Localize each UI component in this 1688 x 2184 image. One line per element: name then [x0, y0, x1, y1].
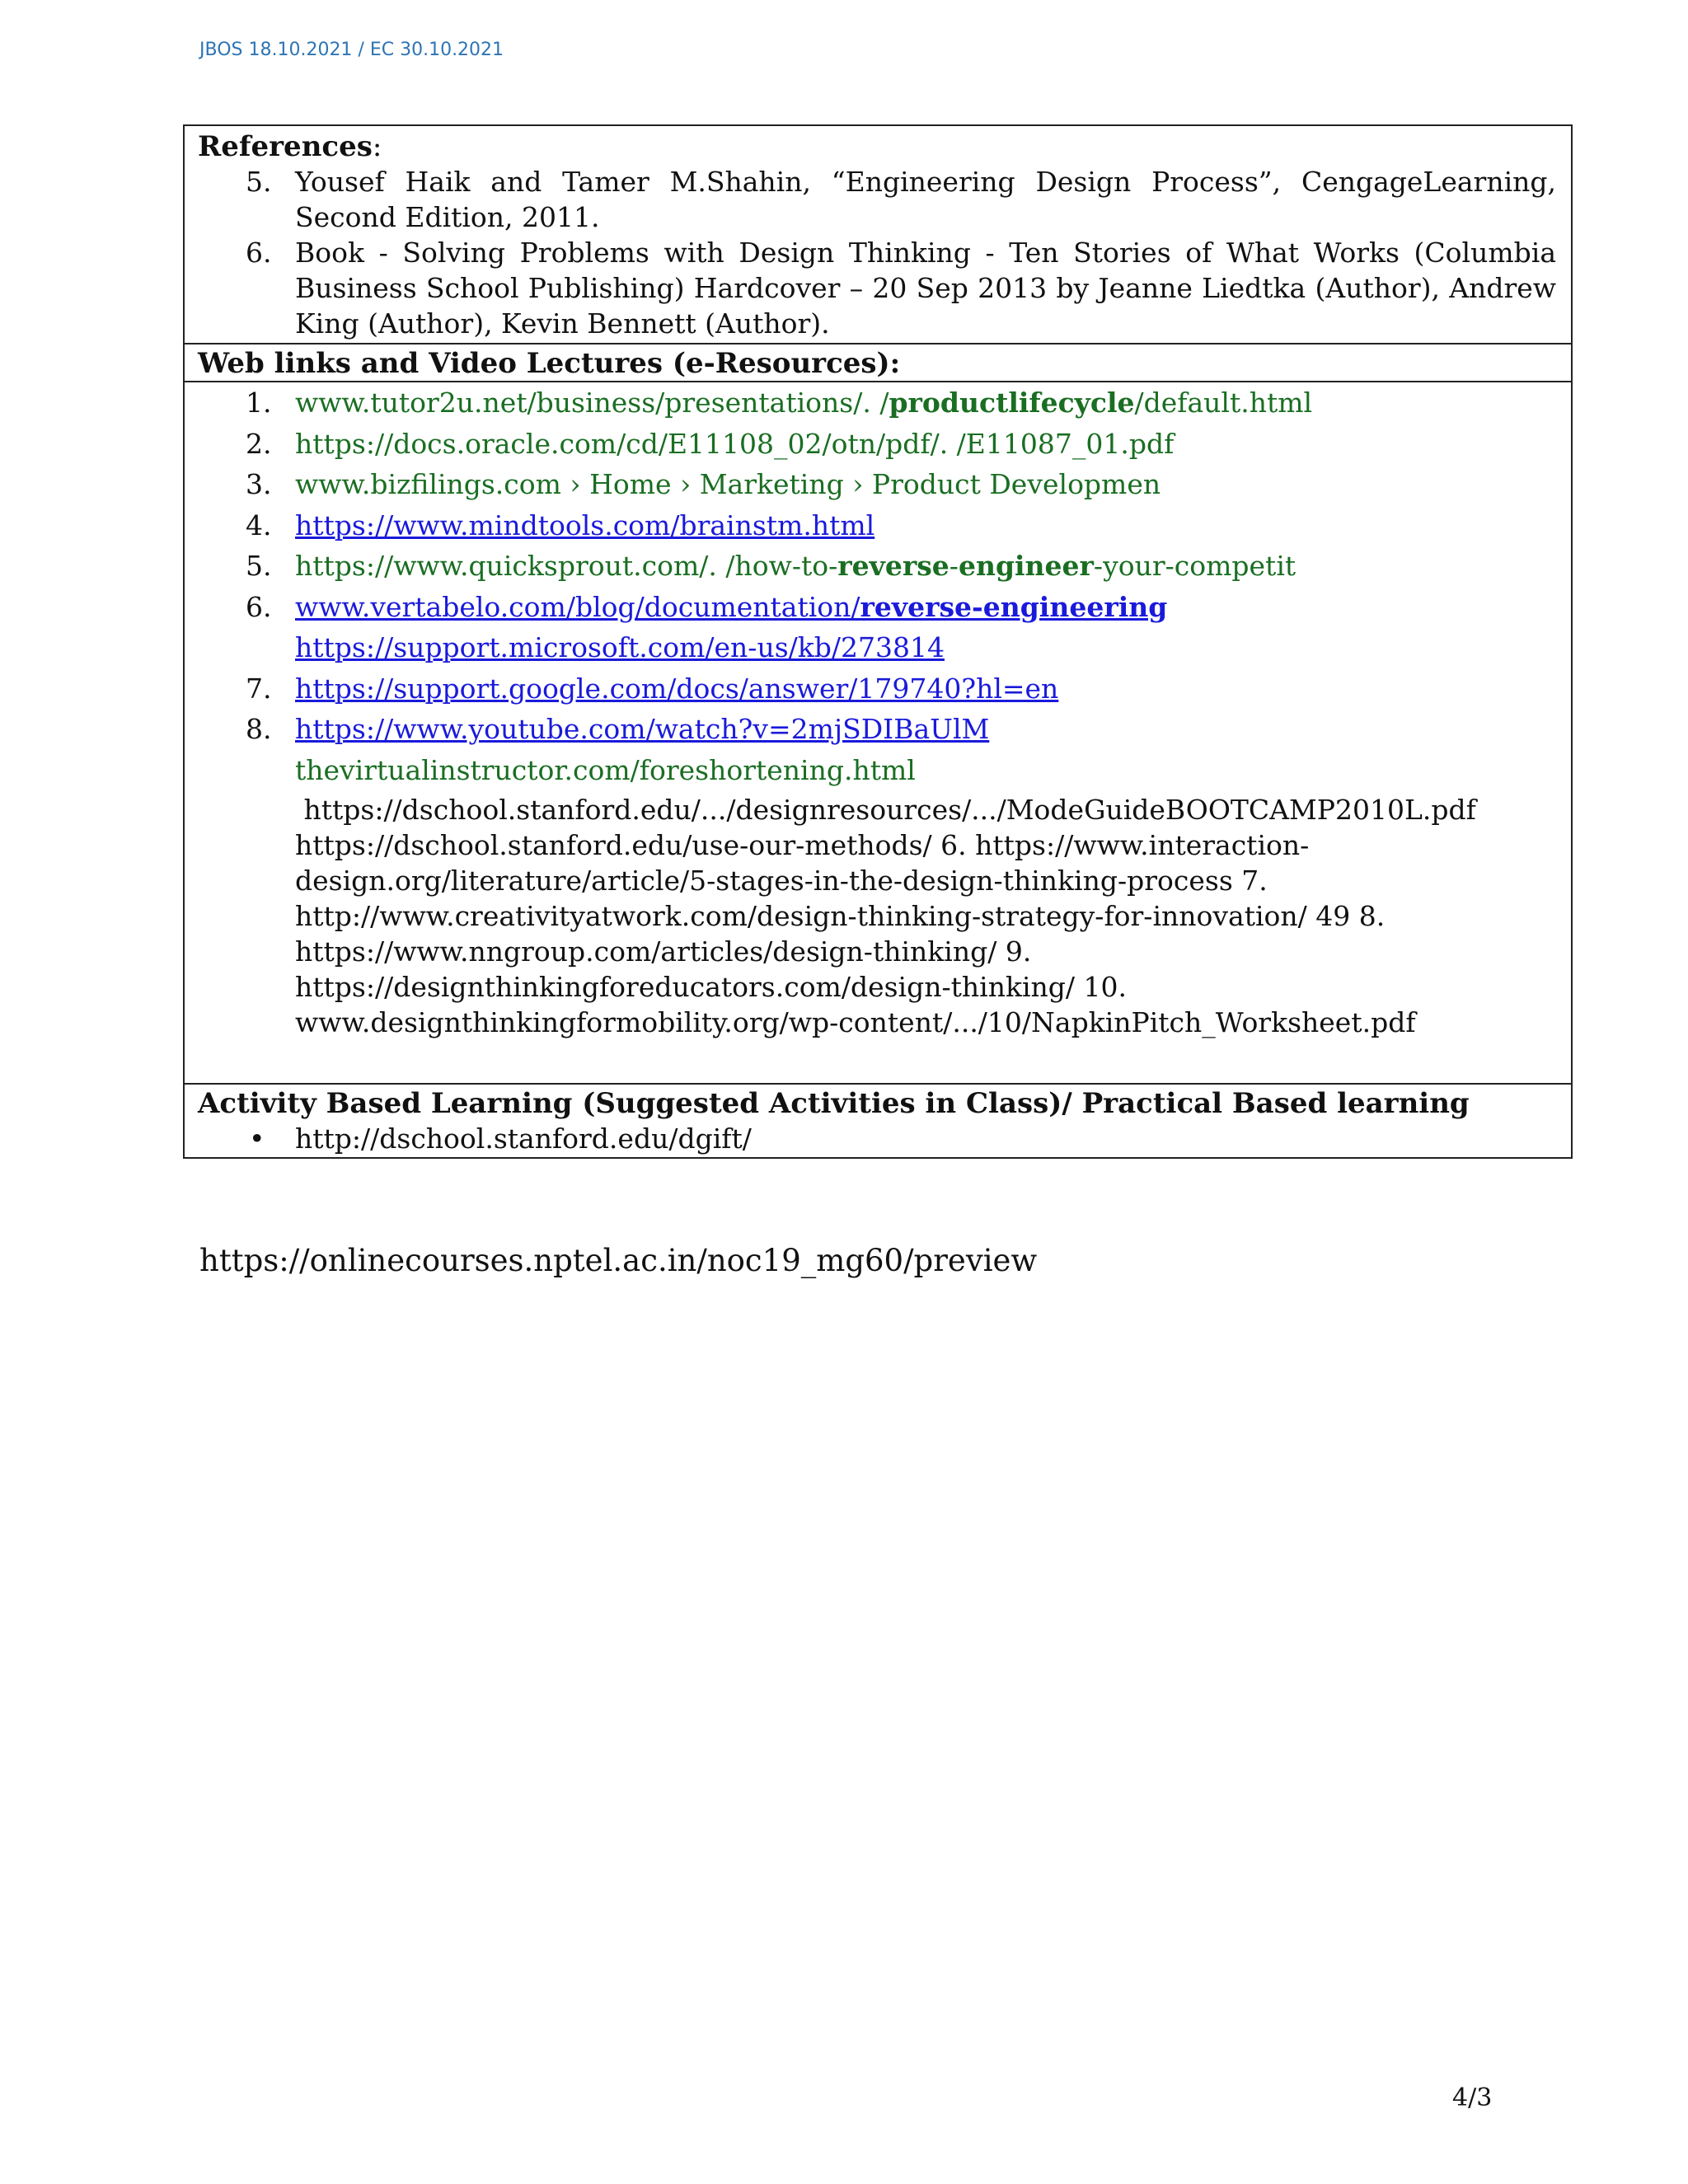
plain-links-block	[198, 790, 1558, 1083]
reference-text: Book - Solving Problems with Design Thinking - Ten Stories of What Works (Columbia Business School Publishing) Hardcover – 20 Sep 2013 by Jeanne Liedtka (Author), Andrew King (Author), Kevin Bennett (Author).	[295, 237, 1556, 340]
plain-link-line: https://dschool.stanford.edu/use-our-methods/ 6. https://www.interaction-	[295, 829, 1310, 861]
reference-number: 5.	[246, 166, 272, 198]
weblink-text[interactable]: https://www.quicksprout.com/. /how-to-	[295, 550, 838, 582]
references-heading-text: References	[198, 130, 373, 163]
reference-text: Yousef Haik and Tamer M.Shahin, “Engineering Design Process”, CengageLearning, Second Edition, 2011.	[295, 166, 1556, 233]
weblink-item[interactable]	[198, 424, 1558, 465]
weblink-text-bold[interactable]: engineer	[958, 550, 1094, 582]
weblink-text[interactable]: https://www.mindtools.com/brainstm.html	[295, 509, 875, 541]
plain-link-line: https://designthinkingforeducators.com/design-thinking/ 10.	[295, 971, 1127, 1003]
page-number: 4/3	[1452, 2083, 1493, 2112]
weblink-text[interactable]: https://docs.oracle.com/cd/E11108_02/otn/pdf/. /E11087_01.pdf	[295, 427, 1175, 460]
weblink-number: 8.	[246, 713, 272, 745]
document-header: JBOS 18.10.2021 / EC 30.10.2021	[199, 40, 504, 60]
weblink-text[interactable]: https://support.google.com/docs/answer/179740?hl=en	[295, 672, 1059, 705]
references-heading-colon: :	[372, 130, 382, 163]
activity-row	[185, 1085, 1571, 1157]
weblink-text[interactable]: https://www.youtube.com/watch?v=2mjSDIBaUlM	[295, 713, 990, 745]
plain-link-line: https://dschool.stanford.edu/.../designresources/.../ModeGuideBOOTCAMP2010L.pdf	[295, 794, 1476, 826]
weblink-text[interactable]: -	[949, 550, 959, 582]
weblinks-heading-row	[185, 344, 1571, 382]
weblink-item[interactable]	[198, 627, 1558, 668]
weblink-item[interactable]	[198, 464, 1558, 505]
weblink-text[interactable]: https://support.microsoft.com/en-us/kb/273814	[295, 631, 945, 663]
weblink-item[interactable]	[198, 382, 1558, 424]
references-table	[183, 124, 1573, 1159]
nptel-link: https://onlinecourses.nptel.ac.in/noc19_mg60/preview	[199, 1243, 1038, 1278]
weblink-number: 4.	[246, 509, 272, 541]
weblink-text-bold[interactable]: productlifecycle	[889, 387, 1135, 419]
plain-link-line: https://www.nngroup.com/articles/design-thinking/ 9.	[295, 935, 1032, 968]
weblink-number: 7.	[246, 672, 272, 705]
weblink-item[interactable]	[198, 750, 1558, 791]
weblink-item[interactable]	[198, 668, 1558, 710]
activity-item	[198, 1121, 1558, 1157]
weblink-number: 6.	[246, 590, 272, 623]
plain-link-line: http://www.creativityatwork.com/design-thinking-strategy-for-innovation/ 49 8.	[295, 900, 1386, 932]
weblinks-heading: Web links and Video Lectures (e-Resources):	[198, 347, 901, 380]
weblink-text[interactable]: www.tutor2u.net/business/presentations/. /	[295, 387, 889, 419]
weblink-item[interactable]	[198, 505, 1558, 546]
reference-item	[198, 164, 1558, 235]
weblink-text-bold[interactable]: reverse	[837, 550, 950, 582]
weblink-number: 3.	[246, 468, 272, 500]
weblink-number: 2.	[246, 427, 272, 460]
weblink-number: 5.	[246, 550, 272, 582]
weblink-number: 1.	[246, 387, 272, 419]
weblink-item[interactable]	[198, 546, 1558, 587]
activity-heading: Activity Based Learning (Suggested Activities in Class)/ Practical Based learning	[198, 1087, 1470, 1120]
weblink-text[interactable]: thevirtualinstructor.com/foreshortening.html	[295, 753, 916, 786]
weblink-item[interactable]	[198, 587, 1558, 628]
weblink-item[interactable]	[198, 709, 1558, 750]
weblink-text[interactable]: www.vertabelo.com/blog/documentation/	[295, 590, 860, 623]
activity-item-text: http://dschool.stanford.edu/dgift/	[295, 1122, 752, 1155]
plain-link-line: design.org/literature/article/5-stages-in-the-design-thinking-process 7.	[295, 865, 1268, 897]
reference-number: 6.	[246, 237, 272, 269]
weblink-text[interactable]: /default.html	[1134, 387, 1313, 419]
reference-item	[198, 235, 1558, 341]
plain-link-line: www.designthinkingformobility.org/wp-content/.../10/NapkinPitch_Worksheet.pdf	[295, 1006, 1416, 1038]
references-row	[185, 126, 1571, 344]
weblinks-row	[185, 382, 1571, 1085]
bullet-icon: •	[249, 1122, 265, 1155]
weblink-text[interactable]: www.bizfilings.com › Home › Marketing › Product Developmen	[295, 468, 1161, 500]
weblink-text-bold[interactable]: reverse-engineering	[860, 590, 1168, 623]
references-heading	[198, 129, 1558, 164]
weblink-text[interactable]: -your-competit	[1093, 550, 1296, 582]
